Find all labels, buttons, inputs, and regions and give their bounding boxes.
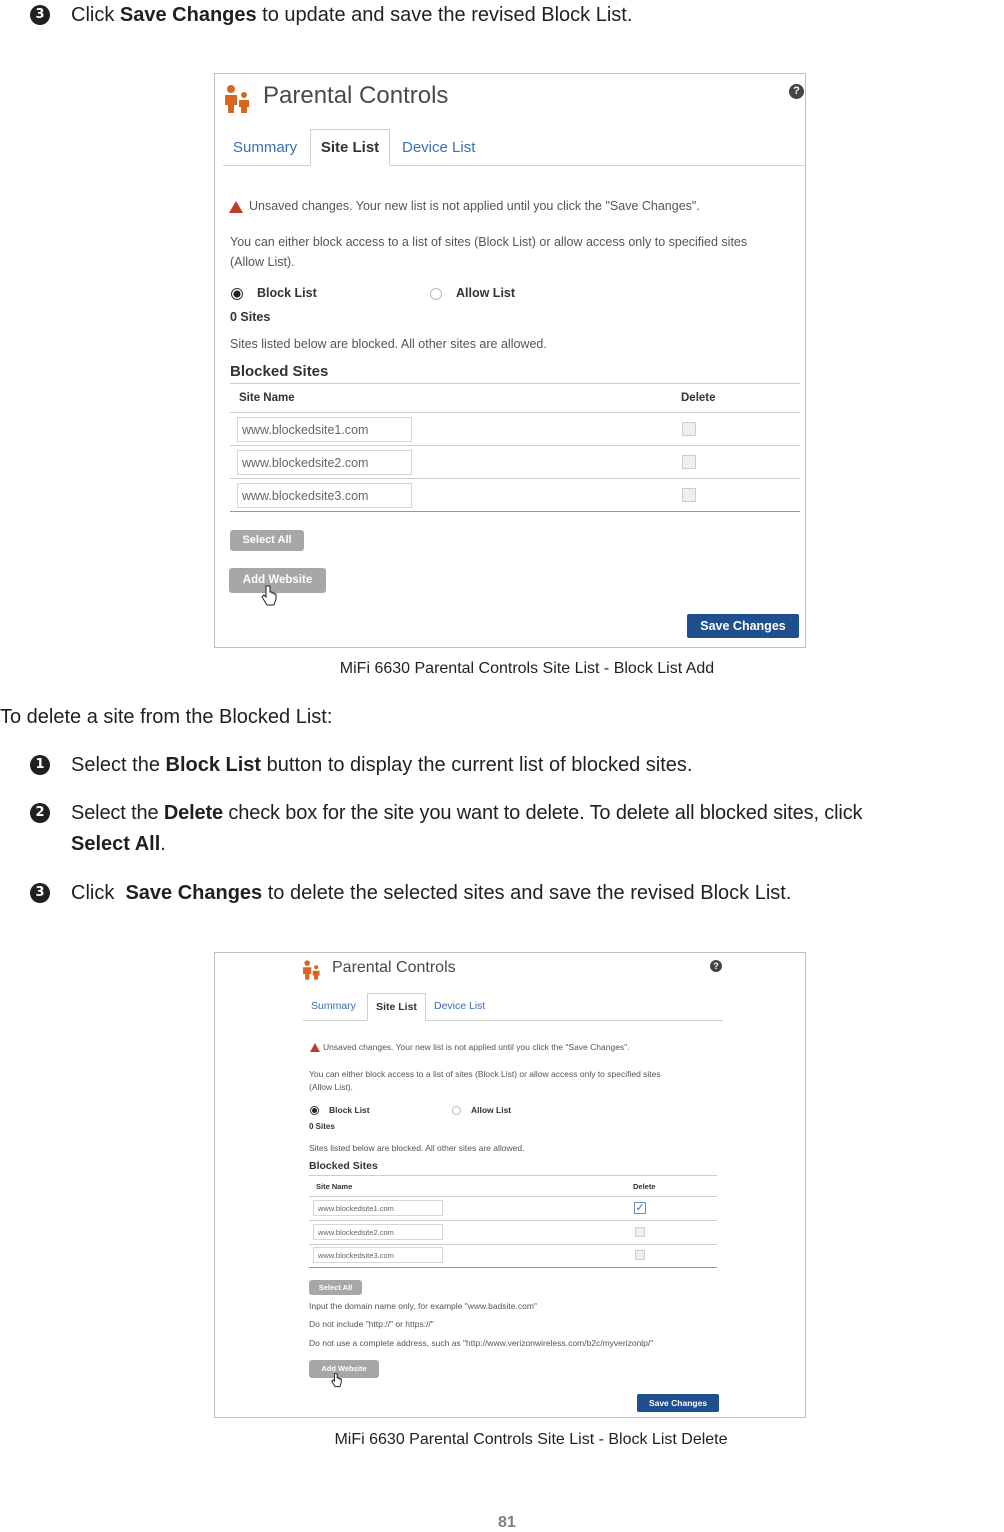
radio-block-list-label: Block List [257, 286, 317, 300]
step-1-text [71, 751, 692, 779]
tab-site-list[interactable]: Site List [310, 129, 390, 166]
top-step-post: to update and save the revised Block List. [256, 4, 633, 26]
delete-checkbox-2[interactable] [635, 1227, 645, 1237]
page-number: 81 [498, 1514, 516, 1531]
tab-summary[interactable]: Summary [311, 1000, 356, 1012]
screenshot-block-list-add [214, 73, 806, 648]
description-line2: (Allow List). [309, 1082, 353, 1092]
description-line1: You can either block access to a list of sites (Block List) or allow access only to specified sites [230, 235, 748, 249]
section-title: Blocked Sites [309, 1160, 378, 1172]
step-number-badge: 3 [30, 5, 50, 25]
save-changes-button[interactable]: Save Changes [687, 614, 799, 638]
col-delete: Delete [633, 1182, 656, 1191]
caption-block-list-add: MiFi 6630 Parental Controls Site List - Block List Add [339, 660, 715, 677]
site-count: 0 Sites [309, 1122, 335, 1131]
description-line1: You can either block access to a list of sites (Block List) or allow access only to specified sites [309, 1069, 661, 1079]
col-delete: Delete [681, 392, 716, 404]
family-icon [222, 83, 254, 115]
unsaved-warning: Unsaved changes. Your new list is not applied until you click the "Save Changes". [323, 1042, 630, 1052]
step-1-pre: Select the [71, 754, 166, 776]
divider [309, 1244, 717, 1245]
divider [309, 1175, 717, 1176]
step-1-post: button to display the current list of blocked sites. [261, 754, 693, 776]
site-count: 0 Sites [230, 310, 271, 324]
page-title: Parental Controls [263, 82, 449, 109]
delete-checkbox-1[interactable] [682, 422, 696, 436]
radio-allow-list-label: Allow List [456, 286, 516, 300]
delete-checkbox-2[interactable] [682, 455, 696, 469]
screenshot-block-list-delete [214, 952, 806, 1418]
select-all-button[interactable]: Select All [309, 1280, 362, 1295]
site-input-2[interactable]: www.blockedsite2.com [313, 1224, 443, 1240]
warning-icon [310, 1043, 320, 1052]
step-2-text [71, 799, 862, 827]
help-icon[interactable]: ? [789, 84, 804, 99]
radio-allow-list[interactable] [430, 288, 442, 300]
intro-text: To delete a site from the Blocked List: [0, 706, 333, 728]
site-input-1[interactable]: www.blockedsite1.com [237, 417, 412, 442]
top-step-text [71, 1, 632, 29]
col-site-name: Site Name [239, 392, 295, 404]
divider [230, 511, 800, 512]
family-icon [301, 958, 323, 982]
blocked-note: Sites listed below are blocked. All other sites are allowed. [309, 1143, 525, 1153]
site-input-3[interactable]: www.blockedsite3.com [313, 1247, 443, 1263]
step-2-post2: . [160, 833, 166, 855]
divider [230, 383, 800, 384]
step-2-pre: Select the [71, 802, 164, 824]
step-3-post: to delete the selected sites and save the revised Block List. [262, 882, 792, 904]
description-line2: (Allow List). [230, 255, 295, 269]
save-changes-button[interactable]: Save Changes [637, 1394, 719, 1412]
section-title: Blocked Sites [230, 363, 329, 380]
pointer-hand-icon [331, 1373, 342, 1388]
step-2-text-cont [71, 830, 166, 858]
site-input-2[interactable]: www.blockedsite2.com [237, 450, 412, 475]
help-icon[interactable]: ? [710, 960, 722, 972]
divider [230, 412, 800, 413]
hint-no-http: Do not include "http://" or https://" [309, 1319, 434, 1329]
unsaved-warning: Unsaved changes. Your new list is not applied until you click the "Save Changes". [249, 199, 700, 213]
step-number-badge: 2 [30, 803, 50, 823]
tab-device-list[interactable]: Device List [402, 139, 476, 156]
tab-bar [223, 129, 805, 166]
step-2-post: check box for the site you want to delete. To delete all blocked sites, click [223, 802, 863, 824]
step-3-bold: Save Changes [125, 882, 263, 904]
blocked-note: Sites listed below are blocked. All other sites are allowed. [230, 337, 547, 351]
step-1-bold: Block List [165, 754, 262, 776]
top-step-bold: Save Changes [119, 4, 257, 26]
hint-domain-only: Input the domain name only, for example "www.badsite.com" [309, 1301, 537, 1311]
delete-checkbox-1[interactable]: ✓ [635, 1202, 645, 1214]
divider [309, 1267, 717, 1268]
step-3-pre: Click [71, 882, 126, 904]
step-number-badge: 1 [30, 755, 50, 775]
col-site-name: Site Name [316, 1182, 353, 1191]
radio-block-list[interactable] [231, 288, 243, 300]
tab-site-list[interactable]: Site List [367, 993, 426, 1021]
divider [309, 1196, 717, 1197]
divider [230, 445, 800, 446]
select-all-button[interactable]: Select All [230, 530, 304, 551]
site-input-3[interactable]: www.blockedsite3.com [237, 483, 412, 508]
top-step-pre: Click [71, 4, 120, 26]
add-website-button[interactable]: Add Website [309, 1360, 379, 1378]
radio-block-list[interactable] [310, 1106, 319, 1115]
warning-icon [229, 201, 243, 213]
add-website-button[interactable]: Add Website [229, 568, 326, 593]
step-number-badge: 3 [30, 883, 50, 903]
hint-no-full-address: Do not use a complete address, such as "http://www.verizonwireless.com/b2c/myverizonlp/" [309, 1338, 654, 1348]
radio-block-list-label: Block List [329, 1105, 370, 1115]
tab-bar [303, 993, 723, 1021]
step-2-bold2: Select All [71, 833, 161, 855]
delete-checkbox-3[interactable] [682, 488, 696, 502]
caption-block-list-delete: MiFi 6630 Parental Controls Site List - Block List Delete [334, 1431, 728, 1448]
site-input-1[interactable]: www.blockedsite1.com [313, 1200, 443, 1216]
step-2-bold: Delete [163, 802, 223, 824]
tab-device-list[interactable]: Device List [434, 1000, 486, 1012]
delete-checkbox-3[interactable] [635, 1250, 645, 1260]
pointer-hand-icon [261, 585, 277, 607]
step-3-text [71, 879, 791, 907]
divider [309, 1220, 717, 1221]
divider [230, 478, 800, 479]
radio-allow-list-label: Allow List [471, 1105, 512, 1115]
page-title: Parental Controls [332, 959, 456, 976]
tab-summary[interactable]: Summary [233, 139, 298, 156]
radio-allow-list[interactable] [452, 1106, 461, 1115]
